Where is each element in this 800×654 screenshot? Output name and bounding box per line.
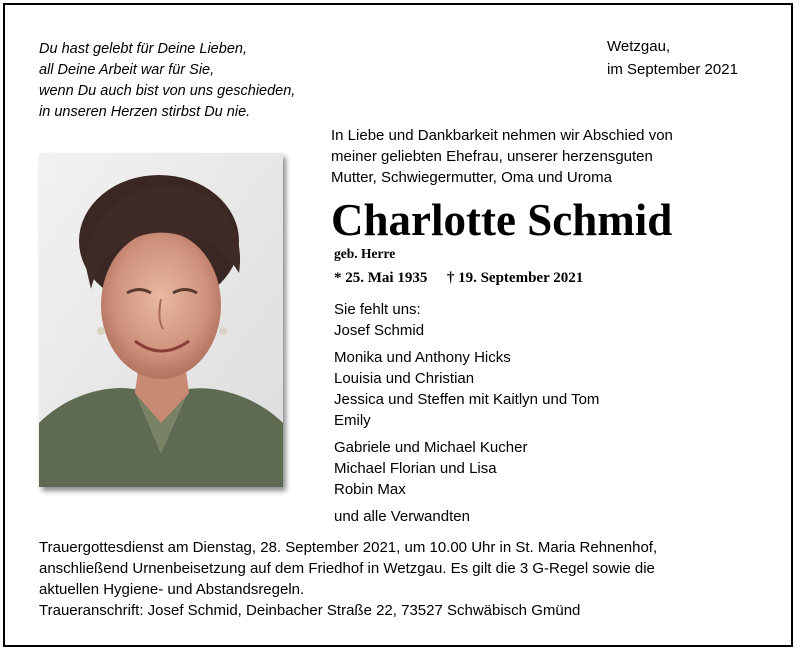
spouse-name: Josef Schmid (334, 322, 425, 339)
poem-line: Du hast gelebt für Deine Lieben, (39, 41, 247, 57)
portrait-photo (39, 153, 283, 487)
maiden-name: geb. Herre (334, 246, 396, 261)
family-member: Jessica und Steffen mit Kaitlyn und Tom (334, 391, 600, 408)
life-dates (334, 267, 774, 289)
intro-text (331, 125, 771, 188)
spouse-group (334, 299, 774, 341)
relatives-group (334, 506, 774, 527)
memorial-poem (39, 39, 359, 123)
intro-line: Mutter, Schwiegermutter, Oma und Uroma (331, 169, 612, 186)
family-group-2 (334, 437, 774, 500)
missed-label: Sie fehlt uns: (334, 301, 421, 318)
obituary-frame (3, 3, 793, 647)
family-member: Louisia und Christian (334, 370, 475, 387)
service-line: aktuellen Hygiene- und Abstandsregeln. (39, 581, 305, 598)
service-line: anschließend Urnenbeisetzung auf dem Friedhof in Wetzgau. Es gilt die 3 G-Regel sowie die (39, 560, 655, 577)
family-member: Gabriele und Michael Kucher (334, 439, 528, 456)
family-member: Emily (334, 412, 371, 429)
poem-line: wenn Du auch bist von uns geschieden, (39, 83, 296, 99)
birth-date: * 25. Mai 1935 (334, 270, 428, 286)
poem-line: all Deine Arbeit war für Sie, (39, 62, 215, 78)
service-line: Trauergottesdienst am Dienstag, 28. September 2021, um 10.00 Uhr in St. Maria Rehnenhof, (39, 539, 658, 556)
family-group-1 (334, 347, 774, 431)
mourners-list (334, 299, 774, 533)
family-member: Michael Florian und Lisa (334, 460, 497, 477)
family-member: Robin Max (334, 481, 406, 498)
place: Wetzgau, (607, 38, 671, 55)
date: im September 2021 (607, 61, 738, 78)
service-info (39, 537, 789, 621)
place-date (607, 35, 787, 81)
family-member: Monika und Anthony Hicks (334, 349, 511, 366)
deceased-name: Charlotte Schmid (331, 195, 673, 245)
relatives: und alle Verwandten (334, 508, 470, 525)
mourning-address: Traueranschrift: Josef Schmid, Deinbacher Straße 22, 73527 Schwäbisch Gmünd (39, 602, 581, 619)
intro-line: meiner geliebten Ehefrau, unserer herzensguten (331, 148, 653, 165)
portrait-photo-icon (39, 153, 283, 487)
poem-line: in unseren Herzen stirbst Du nie. (39, 104, 251, 120)
intro-line: In Liebe und Dankbarkeit nehmen wir Abschied von (331, 127, 673, 144)
death-date: † 19. September 2021 (446, 270, 584, 286)
